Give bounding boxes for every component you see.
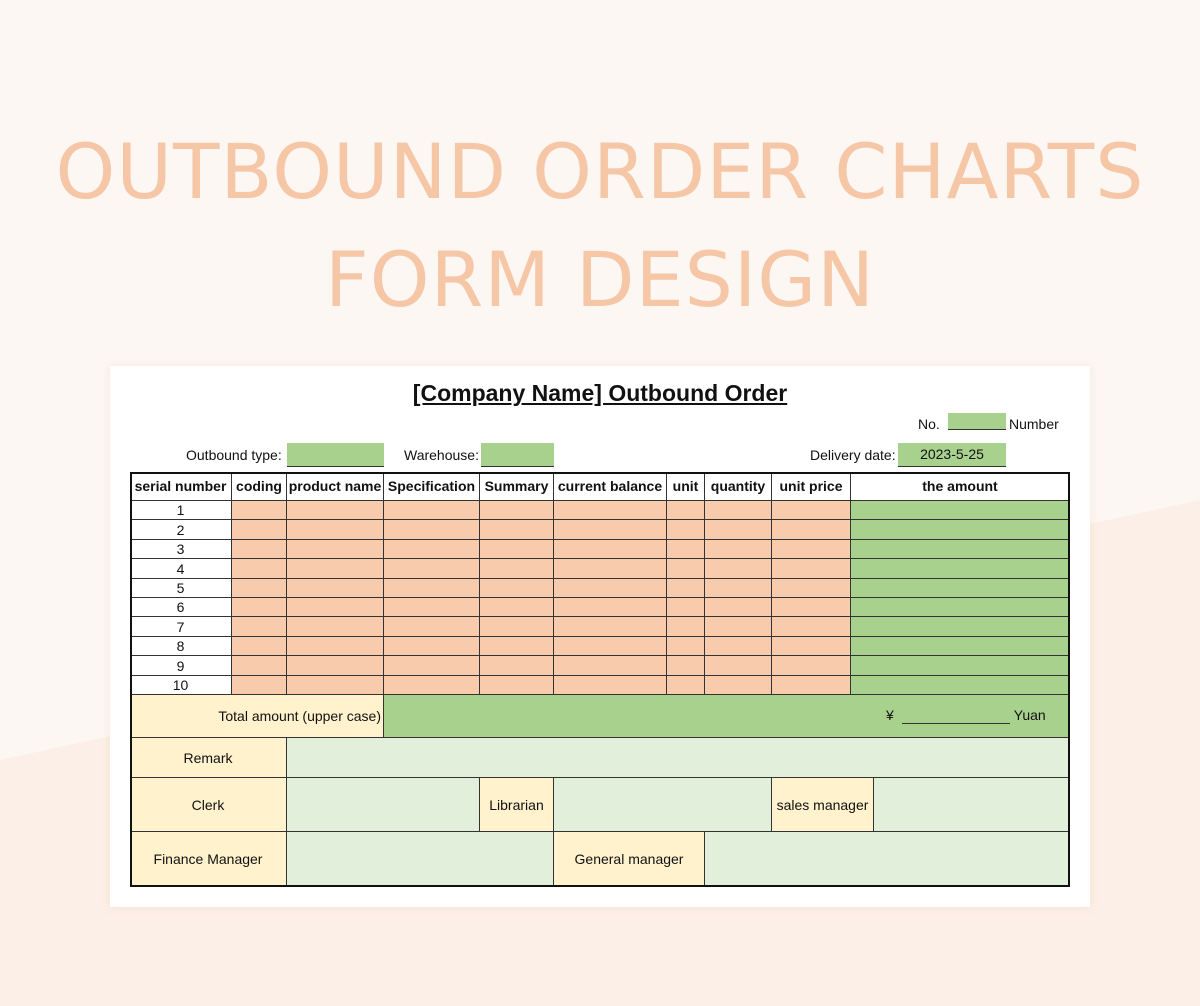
row-2-serial: 2 bbox=[130, 520, 232, 540]
form-title: [Company Name] Outbound Order bbox=[412, 380, 788, 406]
row-8-quantity-cell[interactable] bbox=[705, 637, 772, 656]
clerk-field[interactable] bbox=[287, 778, 480, 832]
row-5-specification-cell[interactable] bbox=[384, 579, 480, 598]
finance-manager-label: Finance Manager bbox=[130, 832, 287, 887]
warehouse-field[interactable] bbox=[481, 443, 554, 467]
row-10-unit-cell[interactable] bbox=[667, 676, 705, 695]
row-9-coding-cell[interactable] bbox=[232, 656, 287, 676]
row-7-specification-cell[interactable] bbox=[384, 617, 480, 637]
row-5-coding-cell[interactable] bbox=[232, 579, 287, 598]
row-9-current-balance-cell[interactable] bbox=[554, 656, 667, 676]
warehouse-label: Warehouse: bbox=[404, 447, 479, 463]
row-10-unit-price-cell[interactable] bbox=[772, 676, 851, 695]
row-2-current-balance-cell[interactable] bbox=[554, 520, 667, 540]
row-8-unit-cell[interactable] bbox=[667, 637, 705, 656]
row-3-amount-cell[interactable] bbox=[851, 540, 1070, 559]
row-8-amount-cell[interactable] bbox=[851, 637, 1070, 656]
header-unit-price: unit price bbox=[772, 472, 851, 501]
row-5-unit-price-cell[interactable] bbox=[772, 579, 851, 598]
row-4-unit-cell[interactable] bbox=[667, 559, 705, 579]
sales-manager-label: sales manager bbox=[772, 778, 874, 832]
outbound-type-field[interactable] bbox=[287, 443, 384, 467]
row-10-amount-cell[interactable] bbox=[851, 676, 1070, 695]
row-1-current-balance-cell[interactable] bbox=[554, 501, 667, 520]
row-2-amount-cell[interactable] bbox=[851, 520, 1070, 540]
row-5-unit-cell[interactable] bbox=[667, 579, 705, 598]
hero-title bbox=[0, 118, 1200, 334]
row-8-specification-cell[interactable] bbox=[384, 637, 480, 656]
no-label: No. bbox=[918, 416, 940, 432]
row-7-serial: 7 bbox=[130, 617, 232, 637]
row-7-amount-cell[interactable] bbox=[851, 617, 1070, 637]
sales-manager-field[interactable] bbox=[874, 778, 1070, 832]
row-1-specification-cell[interactable] bbox=[384, 501, 480, 520]
header-specification: Specification bbox=[384, 472, 480, 501]
row-6-coding-cell[interactable] bbox=[232, 598, 287, 617]
row-10-current-balance-cell[interactable] bbox=[554, 676, 667, 695]
row-5-amount-cell[interactable] bbox=[851, 579, 1070, 598]
general-manager-field[interactable] bbox=[705, 832, 1070, 887]
row-1-unit-cell[interactable] bbox=[667, 501, 705, 520]
row-1-coding-cell[interactable] bbox=[232, 501, 287, 520]
hero-title-line-1: OUTBOUND ORDER CHARTS bbox=[55, 127, 1145, 216]
row-10-serial: 10 bbox=[130, 676, 232, 695]
row-9-unit-price-cell[interactable] bbox=[772, 656, 851, 676]
row-6-amount-cell[interactable] bbox=[851, 598, 1070, 617]
row-6-current-balance-cell[interactable] bbox=[554, 598, 667, 617]
row-9-serial: 9 bbox=[130, 656, 232, 676]
header-summary: Summary bbox=[480, 472, 554, 501]
row-6-specification-cell[interactable] bbox=[384, 598, 480, 617]
row-10-specification-cell[interactable] bbox=[384, 676, 480, 695]
librarian-label: Librarian bbox=[480, 778, 554, 832]
row-4-unit-price-cell[interactable] bbox=[772, 559, 851, 579]
row-4-specification-cell[interactable] bbox=[384, 559, 480, 579]
row-5-current-balance-cell[interactable] bbox=[554, 579, 667, 598]
row-8-product-name-cell[interactable] bbox=[287, 637, 384, 656]
delivery-date-field[interactable] bbox=[898, 443, 1006, 467]
row-6-unit-price-cell[interactable] bbox=[772, 598, 851, 617]
delivery-date-label: Delivery date: bbox=[810, 447, 896, 463]
row-8-serial: 8 bbox=[130, 637, 232, 656]
row-5-product-name-cell[interactable] bbox=[287, 579, 384, 598]
header-product-name: product name bbox=[287, 472, 384, 501]
row-6-summary-cell[interactable] bbox=[480, 598, 554, 617]
row-4-serial: 4 bbox=[130, 559, 232, 579]
row-6-unit-cell[interactable] bbox=[667, 598, 705, 617]
finance-manager-field[interactable] bbox=[287, 832, 554, 887]
row-3-product-name-cell[interactable] bbox=[287, 540, 384, 559]
row-1-product-name-cell[interactable] bbox=[287, 501, 384, 520]
row-2-quantity-cell[interactable] bbox=[705, 520, 772, 540]
row-7-quantity-cell[interactable] bbox=[705, 617, 772, 637]
yen-symbol: ¥ bbox=[886, 707, 894, 723]
row-9-summary-cell[interactable] bbox=[480, 656, 554, 676]
row-5-serial: 5 bbox=[130, 579, 232, 598]
clerk-label: Clerk bbox=[130, 778, 287, 832]
row-1-summary-cell[interactable] bbox=[480, 501, 554, 520]
row-4-amount-cell[interactable] bbox=[851, 559, 1070, 579]
row-7-unit-cell[interactable] bbox=[667, 617, 705, 637]
row-4-current-balance-cell[interactable] bbox=[554, 559, 667, 579]
row-10-product-name-cell[interactable] bbox=[287, 676, 384, 695]
delivery-date-value: 2023-5-25 bbox=[920, 446, 984, 462]
row-3-unit-price-cell[interactable] bbox=[772, 540, 851, 559]
remark-label: Remark bbox=[130, 738, 287, 778]
total-amount-label: Total amount (upper case) bbox=[130, 695, 384, 738]
row-1-serial: 1 bbox=[130, 501, 232, 520]
general-manager-label: General manager bbox=[554, 832, 705, 887]
row-3-specification-cell[interactable] bbox=[384, 540, 480, 559]
number-label: Number bbox=[1009, 416, 1059, 432]
row-5-summary-cell[interactable] bbox=[480, 579, 554, 598]
header-coding: coding bbox=[232, 472, 287, 501]
row-7-unit-price-cell[interactable] bbox=[772, 617, 851, 637]
row-7-summary-cell[interactable] bbox=[480, 617, 554, 637]
row-9-product-name-cell[interactable] bbox=[287, 656, 384, 676]
row-8-coding-cell[interactable] bbox=[232, 637, 287, 656]
yuan-label: Yuan bbox=[1013, 707, 1046, 723]
row-10-coding-cell[interactable] bbox=[232, 676, 287, 695]
outbound-type-label: Outbound type: bbox=[186, 447, 282, 463]
row-9-quantity-cell[interactable] bbox=[705, 656, 772, 676]
row-1-quantity-cell[interactable] bbox=[705, 501, 772, 520]
header-quantity: quantity bbox=[705, 472, 772, 501]
row-1-unit-price-cell[interactable] bbox=[772, 501, 851, 520]
row-3-coding-cell[interactable] bbox=[232, 540, 287, 559]
row-2-specification-cell[interactable] bbox=[384, 520, 480, 540]
row-7-coding-cell[interactable] bbox=[232, 617, 287, 637]
remark-field[interactable] bbox=[287, 738, 1070, 778]
order-table bbox=[130, 472, 1070, 887]
row-4-summary-cell[interactable] bbox=[480, 559, 554, 579]
row-3-summary-cell[interactable] bbox=[480, 540, 554, 559]
row-3-serial: 3 bbox=[130, 540, 232, 559]
row-9-unit-cell[interactable] bbox=[667, 656, 705, 676]
librarian-field[interactable] bbox=[554, 778, 772, 832]
row-8-unit-price-cell[interactable] bbox=[772, 637, 851, 656]
header-the-amount: the amount bbox=[851, 472, 1070, 501]
row-3-current-balance-cell[interactable] bbox=[554, 540, 667, 559]
row-6-serial: 6 bbox=[130, 598, 232, 617]
row-8-current-balance-cell[interactable] bbox=[554, 637, 667, 656]
hero-title-line-2: FORM DESIGN bbox=[324, 235, 875, 324]
row-2-product-name-cell[interactable] bbox=[287, 520, 384, 540]
row-1-amount-cell[interactable] bbox=[851, 501, 1070, 520]
row-2-unit-price-cell[interactable] bbox=[772, 520, 851, 540]
row-3-unit-cell[interactable] bbox=[667, 540, 705, 559]
row-2-unit-cell[interactable] bbox=[667, 520, 705, 540]
row-10-summary-cell[interactable] bbox=[480, 676, 554, 695]
row-9-specification-cell[interactable] bbox=[384, 656, 480, 676]
row-5-quantity-cell[interactable] bbox=[705, 579, 772, 598]
row-8-summary-cell[interactable] bbox=[480, 637, 554, 656]
row-9-amount-cell[interactable] bbox=[851, 656, 1070, 676]
row-6-product-name-cell[interactable] bbox=[287, 598, 384, 617]
row-7-product-name-cell[interactable] bbox=[287, 617, 384, 637]
header-unit: unit bbox=[667, 472, 705, 501]
no-field[interactable] bbox=[948, 413, 1006, 430]
total-amount-blank[interactable] bbox=[902, 709, 1010, 724]
row-4-quantity-cell[interactable] bbox=[705, 559, 772, 579]
row-4-product-name-cell[interactable] bbox=[287, 559, 384, 579]
row-10-quantity-cell[interactable] bbox=[705, 676, 772, 695]
total-amount-yuan bbox=[886, 707, 1046, 724]
outbound-order-form bbox=[110, 366, 1090, 907]
row-4-coding-cell[interactable] bbox=[232, 559, 287, 579]
row-7-current-balance-cell[interactable] bbox=[554, 617, 667, 637]
row-2-summary-cell[interactable] bbox=[480, 520, 554, 540]
row-3-quantity-cell[interactable] bbox=[705, 540, 772, 559]
row-2-coding-cell[interactable] bbox=[232, 520, 287, 540]
header-serial-number: serial number bbox=[130, 472, 232, 501]
header-current-balance: current balance bbox=[554, 472, 667, 501]
row-6-quantity-cell[interactable] bbox=[705, 598, 772, 617]
